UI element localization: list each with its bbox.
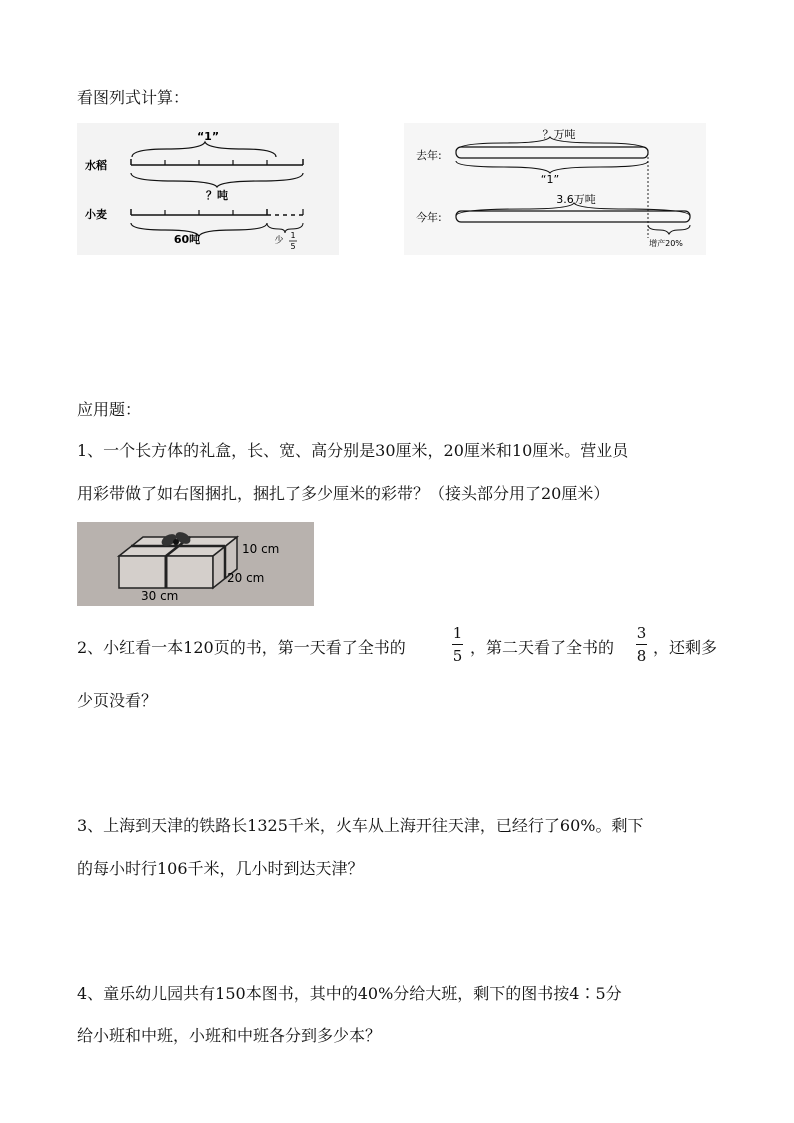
problem-2-line-2: 少页没看？ (77, 691, 158, 710)
last-year-label: 去年: (416, 149, 442, 162)
problem-4-line-2: 给小班和中班，小班和中班各分到多少本？ (77, 1026, 382, 1045)
less-fraction-denominator: 5 (290, 242, 296, 251)
problem-4-line-1: 4、童乐幼儿园共有150本图书，其中的40%分给大班，剩下的图书按4∶5分 (77, 984, 622, 1003)
less-label: 少 (274, 236, 284, 246)
fraction-2-numerator: 3 (636, 624, 647, 642)
this-year-amount: 3.6万吨 (556, 193, 596, 206)
unit-one-label: “1” (196, 130, 220, 143)
fraction-1-denominator: 5 (452, 647, 463, 665)
wheat-label: 小麦 (85, 208, 107, 221)
wheat-amount: 60吨 (173, 233, 201, 246)
rice-label: 水稻 (85, 159, 107, 172)
box-height-label: 10 cm (242, 542, 280, 556)
last-year-question: ？万吨 (542, 128, 576, 141)
problem-2-part-3: ，还剩多 (653, 638, 718, 657)
section-heading-word-problems: 应用题： (77, 400, 142, 419)
problem-1-line-1: 1、一个长方体的礼盒，长、宽、高分别是30厘米，20厘米和10厘米。营业员 (77, 441, 629, 460)
bow-knot (173, 539, 179, 545)
diagram-background (404, 123, 706, 255)
rice-wheat-diagram (77, 123, 339, 255)
unit-one-label: “1” (540, 173, 560, 186)
problem-3-line-2: 的每小时行106千米，几小时到达天津？ (77, 859, 364, 878)
fraction-2-denominator: 8 (636, 647, 647, 665)
increase-label: 增产20% (649, 239, 683, 248)
fraction-1-numerator: 1 (452, 624, 463, 642)
problem-1-line-2: 用彩带做了如右图捆扎，捆扎了多少厘米的彩带？（接头部分用了20厘米） (77, 484, 610, 503)
box-length-label: 30 cm (141, 589, 179, 603)
rice-question: ？吨 (206, 189, 228, 202)
gift-box-figure (77, 522, 314, 606)
section-heading-calculation: 看图列式计算： (77, 88, 190, 107)
problem-2-part-1: 2、小红看一本120页的书，第一天看了全书的 (77, 638, 406, 657)
box-width-label: 20 cm (227, 571, 265, 585)
problem-3-line-1: 3、上海到天津的铁路长1325千米，火车从上海开往天津，已经行了60%。剩下 (77, 816, 644, 835)
problem-2-fraction-1 (452, 624, 463, 665)
this-year-label: 今年: (416, 211, 442, 224)
less-fraction-numerator: 1 (290, 231, 296, 240)
problem-2-part-2: ，第二天看了全书的 (470, 638, 615, 657)
problem-2-fraction-2 (636, 624, 647, 665)
production-diagram (404, 123, 706, 255)
